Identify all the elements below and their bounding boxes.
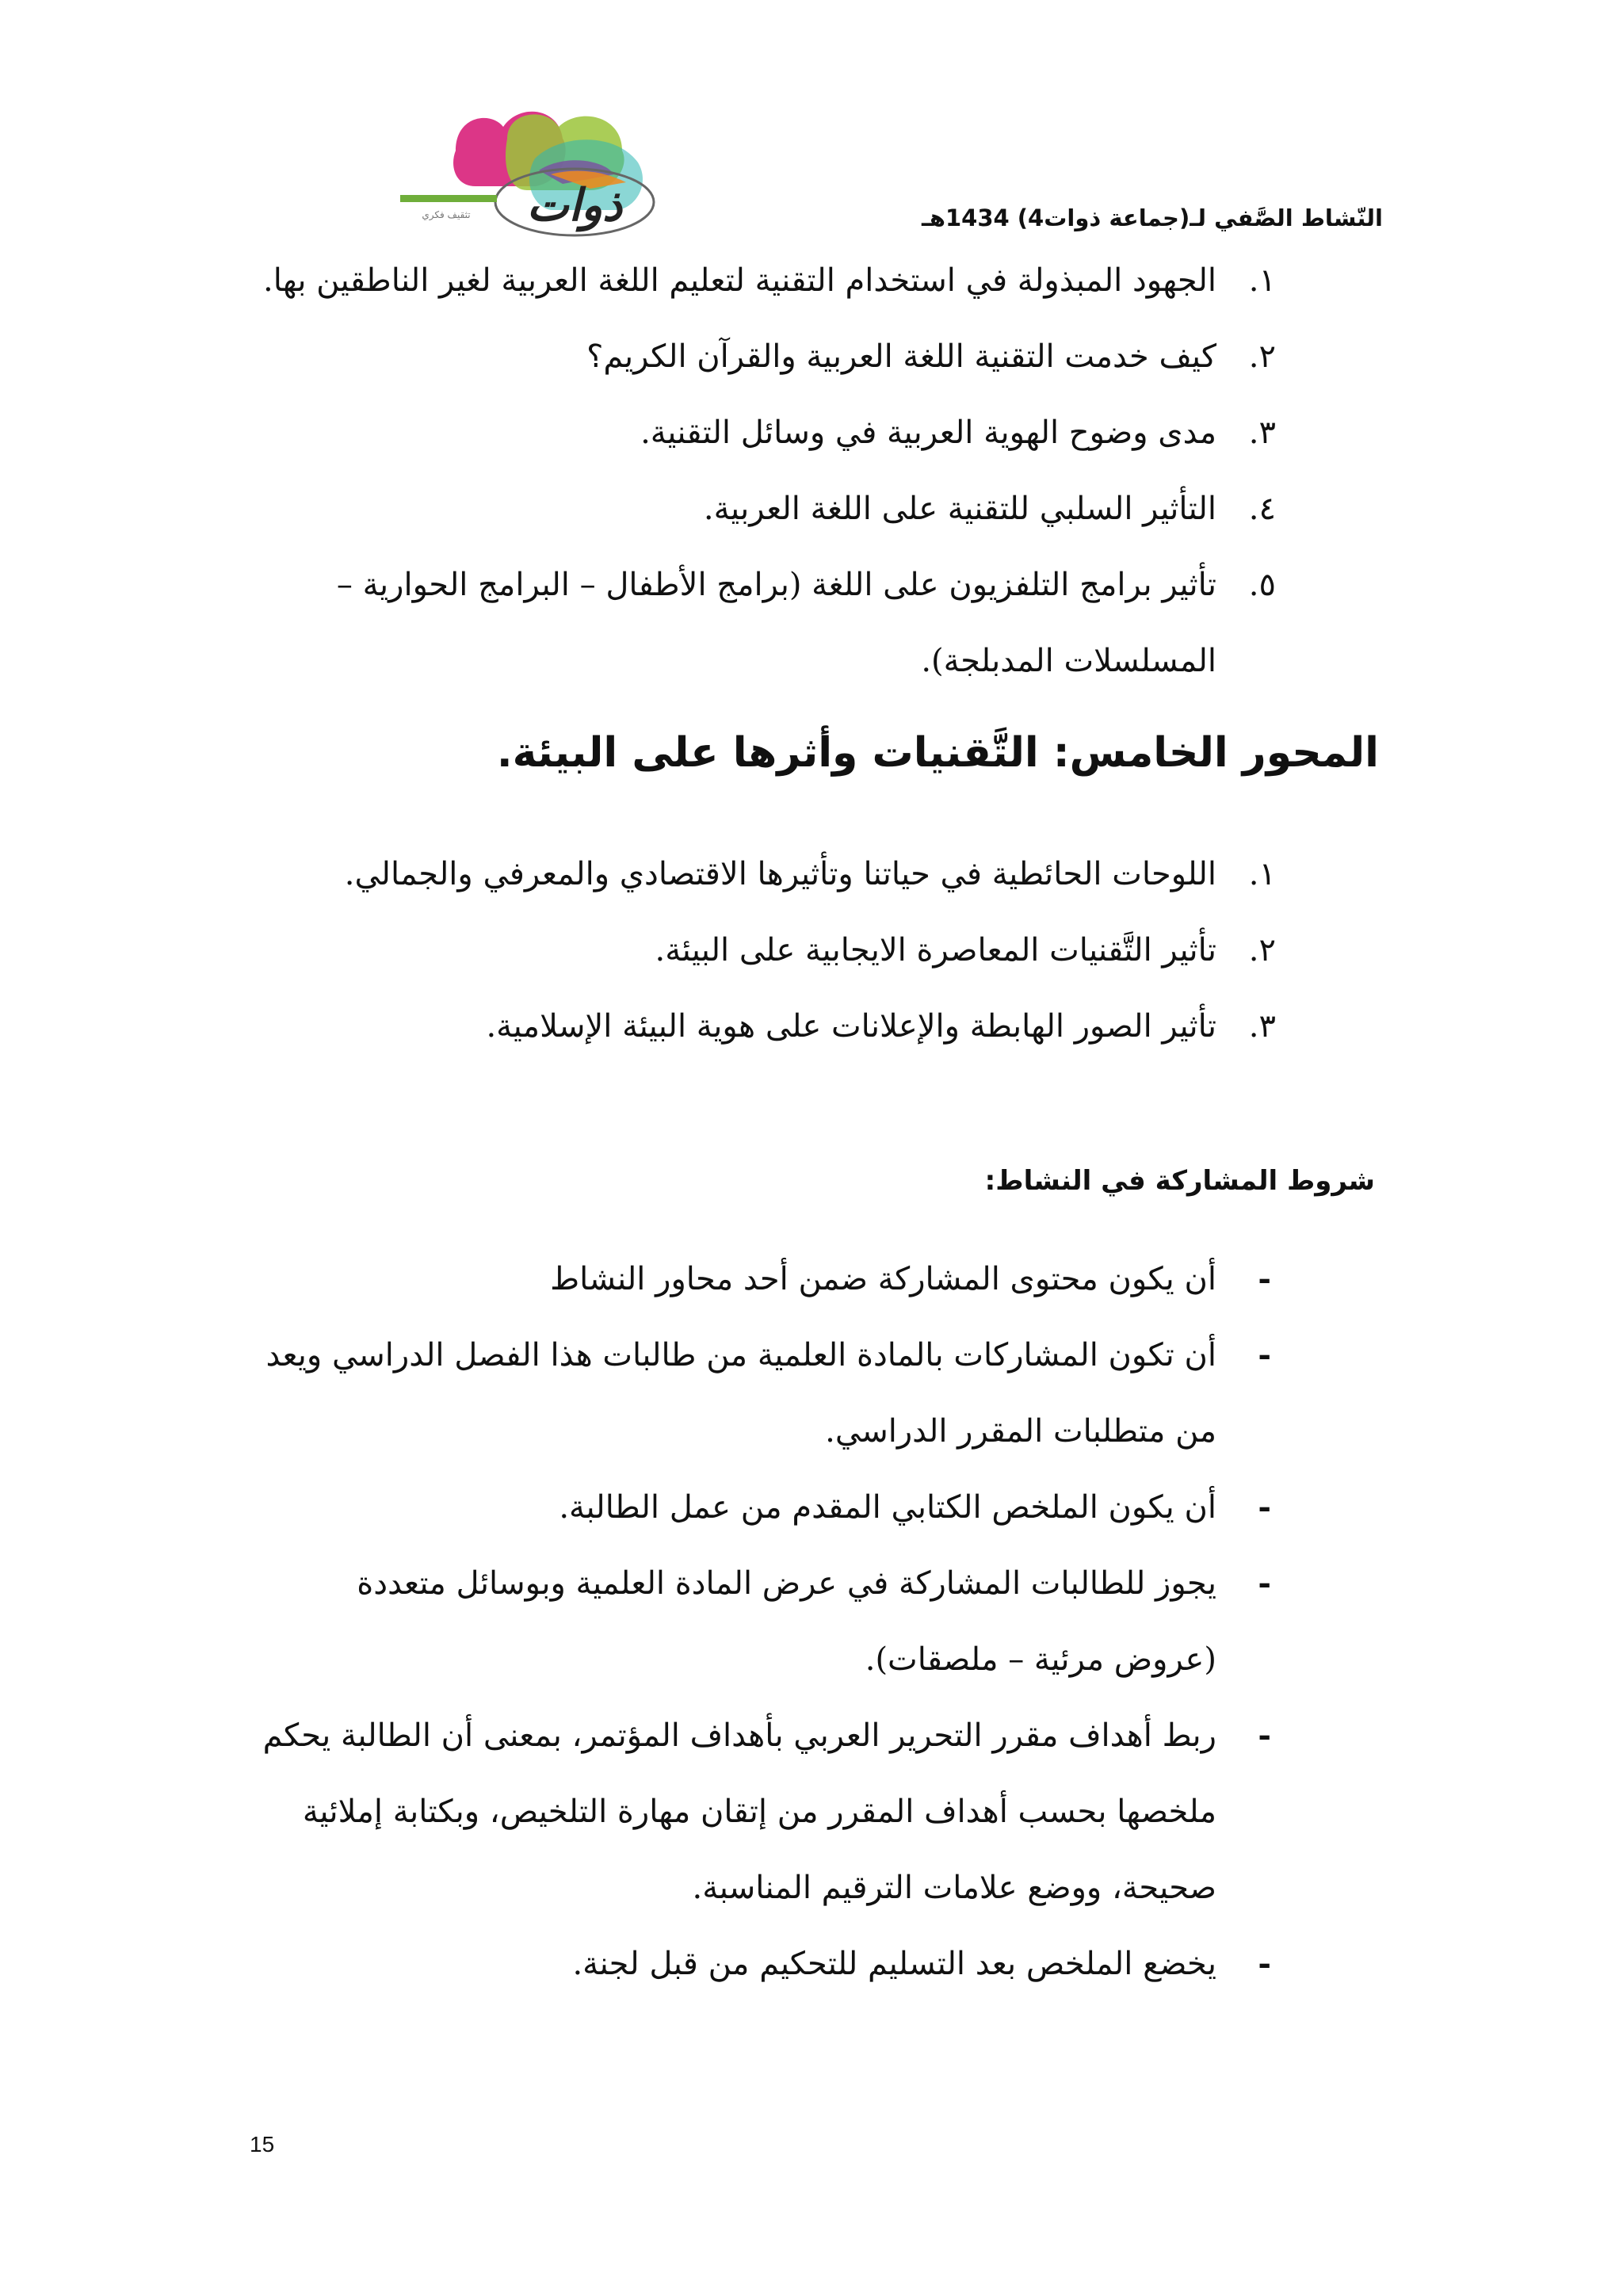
condition-item (262, 1317, 1276, 1469)
list-item (262, 547, 1276, 699)
bullet-dash: - (1258, 1564, 1271, 1602)
item-text: تأثير الصور الهابطة والإعلانات على هوية البيئة الإسلامية. (486, 1008, 1216, 1045)
bullet-dash: - (1258, 1717, 1271, 1754)
logo-graphic (400, 95, 662, 238)
item-text: اللوحات الحائطية في حياتنا وتأثيرها الاقتصادي والمعرفي والجمالي. (344, 856, 1216, 892)
item-number: ١. (1248, 262, 1276, 299)
list-item (262, 988, 1276, 1064)
list-item (262, 836, 1276, 912)
conditions-title: شروط المشاركة في النشاط: (984, 1165, 1375, 1197)
item-number: ٥. (1248, 567, 1276, 603)
list-item (262, 471, 1276, 547)
item-number: ٣. (1248, 415, 1276, 451)
item-number: ٣. (1248, 1008, 1276, 1045)
item-text: تأثير برامج التلفزيون على اللغة (برامج الأطفال – البرامج الحوارية – المسلسلات المدبلجة). (336, 567, 1216, 679)
bullet-dash: - (1258, 1488, 1271, 1526)
item-number: ٤. (1248, 491, 1276, 527)
condition-text: أن يكون محتوى المشاركة ضمن أحد محاور النشاط (550, 1261, 1216, 1297)
bullet-dash: - (1258, 1260, 1271, 1297)
condition-item (262, 1926, 1276, 2002)
list-item (262, 319, 1276, 395)
condition-item (262, 1241, 1276, 1317)
condition-text: يجوز للطالبات المشاركة في عرض المادة العلمية وبوسائل متعددة (عروض مرئية – ملصقات). (357, 1565, 1216, 1678)
logo-wordmark: ذوات (526, 179, 623, 231)
item-number: ٢. (1248, 338, 1276, 375)
logo-caption: تثقيف فكري (422, 209, 471, 220)
conditions-list (262, 1241, 1276, 2002)
list-technology-language (262, 243, 1276, 699)
item-text: كيف خدمت التقنية اللغة العربية والقرآن الكريم؟ (586, 338, 1216, 375)
page-number: 15 (250, 2132, 275, 2157)
list-item (262, 243, 1276, 319)
page-header: النّشاط الصَّفي لـ(جماعة ذوات4) 1434هـ (921, 204, 1383, 231)
list-item (262, 395, 1276, 471)
item-text: التأثير السلبي للتقنية على اللغة العربية. (703, 491, 1216, 527)
condition-item (262, 1545, 1276, 1698)
item-text: تأثير التَّقنيات المعاصرة الايجابية على البيئة. (655, 932, 1216, 968)
item-number: ١. (1248, 856, 1276, 892)
condition-text: أن تكون المشاركات بالمادة العلمية من طالبات هذا الفصل الدراسي ويعد من متطلبات المقرر الدراسي. (265, 1337, 1216, 1450)
condition-text: أن يكون الملخص الكتابي المقدم من عمل الطالبة. (559, 1489, 1216, 1526)
condition-text: يخضع الملخص بعد التسليم للتحكيم من قبل لجنة. (572, 1946, 1216, 1982)
list-technology-environment (262, 836, 1276, 1064)
list-item (262, 912, 1276, 988)
section-title: المحور الخامس: التَّقنيات وأثرها على البيئة. (496, 729, 1379, 777)
bullet-dash: - (1258, 1945, 1271, 1982)
item-text: الجهود المبذولة في استخدام التقنية لتعليم اللغة العربية لغير الناطقين بها. (262, 262, 1216, 299)
condition-item (262, 1698, 1276, 1926)
item-text: مدى وضوح الهوية العربية في وسائل التقنية. (640, 415, 1216, 451)
item-number: ٢. (1248, 932, 1276, 968)
condition-text: ربط أهداف مقرر التحرير العربي بأهداف المؤتمر، بمعنى أن الطالبة يحكم ملخصها بحسب أهداف المقرر من إتقان مهارة التلخيص، وبكتابة إملائية صحيحة، ووضع علامات الترقيم المناسبة. (262, 1717, 1216, 1906)
bullet-dash: - (1258, 1336, 1271, 1373)
condition-item (262, 1469, 1276, 1545)
logo (400, 95, 662, 238)
